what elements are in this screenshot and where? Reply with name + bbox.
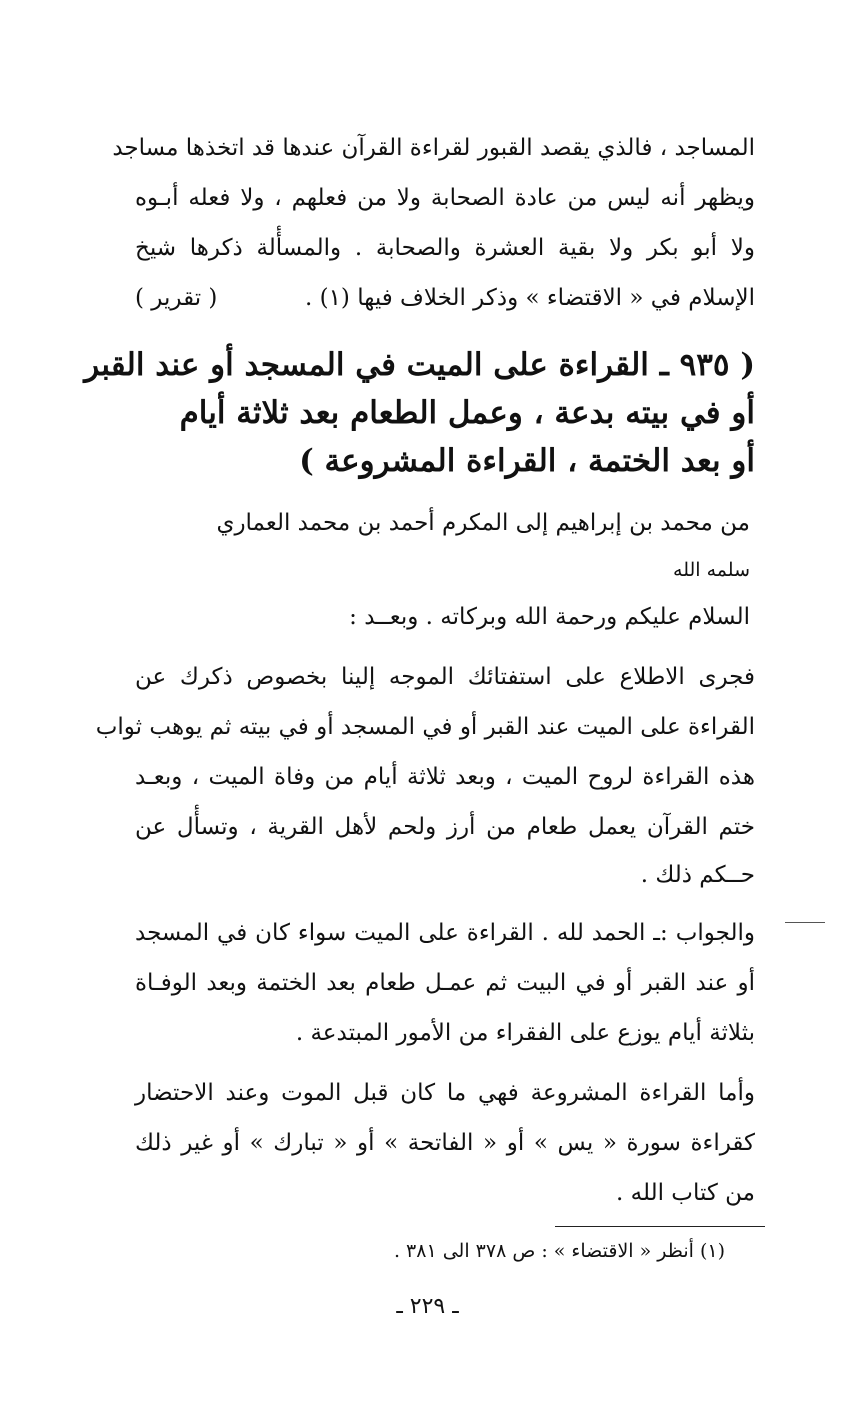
lawful-line-2: كقراءة سورة « يس » أو « الفاتحة » أو « تبارك » أو غير ذلك xyxy=(135,1130,755,1156)
question-line-4: ختم القرآن يعمل طعام من أرز ولحم لأهل القرية ، وتسأٔل عن xyxy=(135,814,755,840)
letter-greeting: السلام عليكم ورحمة الله وبركاته . وبعــد : xyxy=(349,604,750,630)
intro-line-1: المساجد ، فالذي يقصد القبور لقراءة القرآن عندها قد اتخذها مساجد xyxy=(112,135,755,161)
footnote: (١) أنظر « الاقتضاء » : ص ٣٧٨ الى ٣٨١ . xyxy=(393,1240,725,1262)
letter-blessing: سلمه الله xyxy=(673,559,750,581)
answer-line-3: بثلاثة أيام يوزع على الفقراء من الأمور المبتدعة . xyxy=(295,1020,755,1046)
lawful-line-3: من كتاب الله . xyxy=(616,1180,755,1206)
intro-line-2: ويظهر أنه ليس من عادة الصحابة ولا من فعلهم ، ولا فعله أبـوه xyxy=(135,185,755,211)
lawful-line-1: وأما القراءة المشروعة فهي ما كان قبل الموت وعند الاحتضار xyxy=(135,1080,755,1106)
answer-line-1: والجواب :ـ الحمد لله . القراءة على الميت سواء كان في المسجد xyxy=(135,920,755,946)
report-label: ( تقرير ) xyxy=(135,285,218,311)
heading-line-3: أو بعد الختمة ، القراءة المشروعة ) xyxy=(299,443,755,479)
intro-line-4: الإسلام في « الاقتضاء » وذكر الخلاف فيها (١) . xyxy=(304,285,755,311)
footnote-separator xyxy=(555,1226,765,1227)
answer-line-2: أو عند القبر أو في البيت ثم عمـل طعام بعد الختمة وبعد الوفـاة xyxy=(135,970,755,996)
heading-line-1: ( ٩٣٥ ـ القراءة على الميت في المسجد أو عند القبر xyxy=(84,347,755,383)
page-number: ـ ٢٢٩ ـ xyxy=(396,1294,459,1319)
question-line-5: حــكم ذلك . xyxy=(640,862,755,888)
margin-mark xyxy=(785,922,825,923)
question-line-2: القراءة على الميت عند القبر أو في المسجد أو في بيته ثم يوهب ثواب xyxy=(95,714,755,740)
heading-line-2: أو في بيته بدعة ، وعمل الطعام بعد ثلاثة أيام xyxy=(179,395,755,431)
letter-from-to: من محمد بن إبراهيم إلى المكرم أحمد بن محمد العماري xyxy=(216,510,750,536)
question-line-3: هذه القراءة لروح الميت ، وبعد ثلاثة أيام من وفاة الميت ، وبعـد xyxy=(135,764,755,790)
question-line-1: فجرى الاطلاع على استفتائك الموجه إلينا بخصوص ذكرك عن xyxy=(135,664,755,690)
intro-line-3: ولا أبو بكر ولا بقية العشرة والصحابة . والمسأٔلة ذكرها شيخ xyxy=(135,235,755,261)
